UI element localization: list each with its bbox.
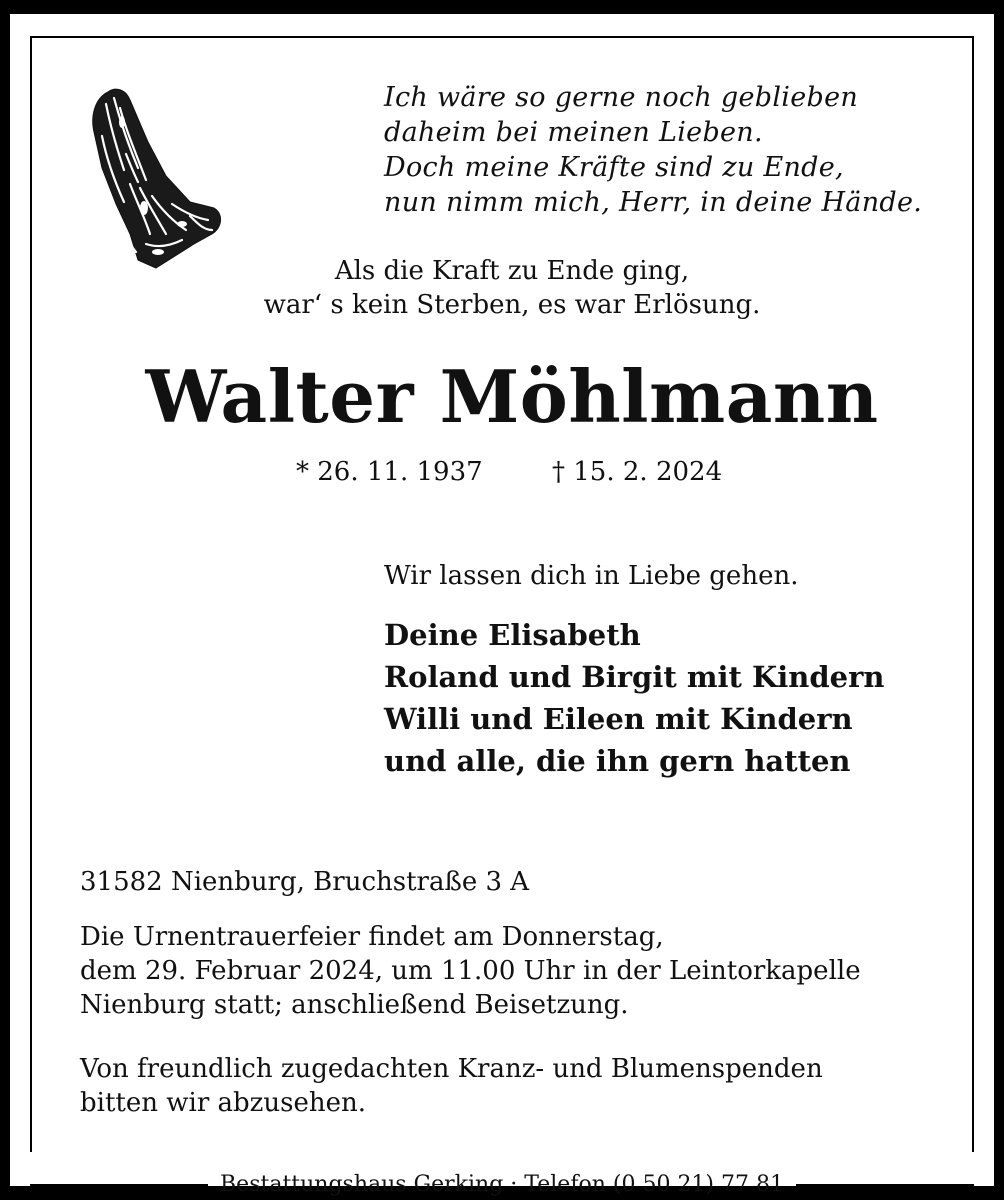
service-line: Die Urnentrauerfeier findet am Donnerstag,	[80, 922, 664, 952]
deceased-name: Walter Möhlmann	[145, 354, 879, 439]
mourner-line: und alle, die ihn gern hatten	[384, 744, 851, 778]
mourner-line: Roland und Birgit mit Kindern	[384, 660, 885, 694]
poem-line: daheim bei meinen Lieben.	[384, 117, 763, 148]
quote-line-2: war‘ s kein Sterben, es war Erlösung.	[263, 290, 761, 320]
funeral-home-footer	[30, 1168, 974, 1202]
request-line: bitten wir abzusehen.	[80, 1088, 366, 1118]
request-line: Von freundlich zugedachten Kranz- und Blumenspenden	[80, 1054, 823, 1084]
mourner-line: Willi und Eileen mit Kindern	[384, 702, 853, 736]
footer-rule-left	[30, 1184, 208, 1186]
mourner-line: Deine Elisabeth	[384, 618, 641, 652]
poem-line: Doch meine Kräfte sind zu Ende,	[384, 152, 844, 183]
family-address: 31582 Nienburg, Bruchstraße 3 A	[80, 867, 530, 897]
praying-hands-icon	[86, 84, 226, 270]
quote	[10, 254, 1004, 322]
service-notice	[80, 920, 861, 1022]
death-date: † 15. 2. 2024	[552, 457, 723, 487]
service-line: Nienburg statt; anschließend Beisetzung.	[80, 990, 629, 1020]
donation-request	[80, 1052, 823, 1120]
birth-date: * 26. 11. 1937	[296, 457, 483, 487]
service-line: dem 29. Februar 2024, um 11.00 Uhr in der Leintorkapelle	[80, 956, 861, 986]
farewell-line: Wir lassen dich in Liebe gehen.	[384, 561, 799, 591]
poem-line: Ich wäre so gerne noch geblieben	[384, 82, 859, 113]
poem-line: nun nimm mich, Herr, in deine Hände.	[384, 187, 923, 218]
quote-line-1: Als die Kraft zu Ende ging,	[334, 256, 690, 286]
poem	[384, 80, 984, 220]
funeral-home-contact: Bestattungshaus Gerking · Telefon (0 50 21) 77 81	[220, 1172, 784, 1197]
footer-rule-right	[796, 1184, 974, 1186]
mourners-list	[384, 614, 884, 782]
